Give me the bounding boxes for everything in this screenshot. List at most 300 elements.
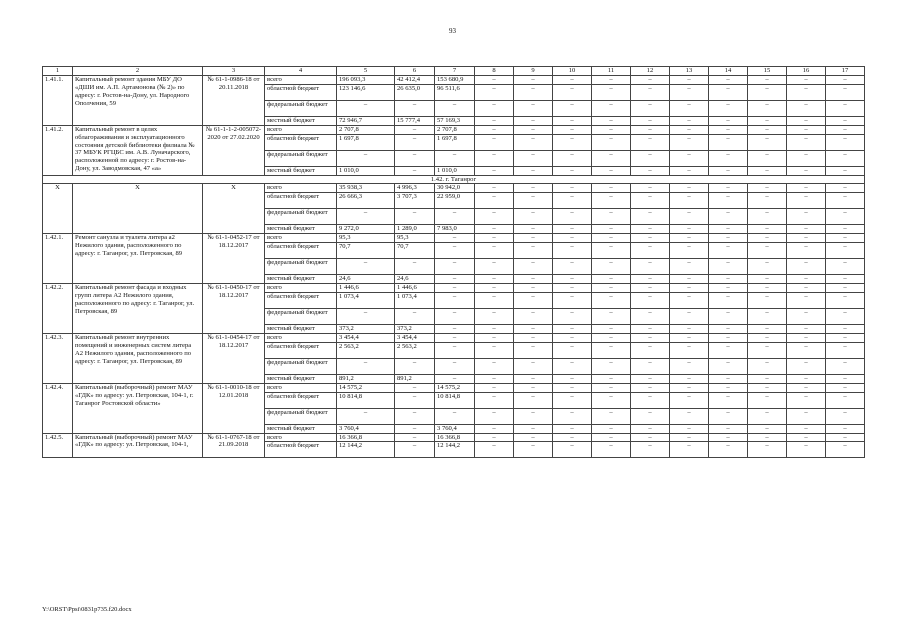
empty-col-15: –: [748, 333, 787, 342]
value-v6: –: [395, 358, 435, 374]
empty-col-10: –: [553, 442, 592, 458]
empty-col-15: –: [748, 284, 787, 293]
empty-col-11: –: [592, 333, 631, 342]
funding-source: всего: [265, 234, 337, 243]
empty-col-9: –: [514, 392, 553, 408]
empty-col-11: –: [592, 442, 631, 458]
empty-col-17: –: [826, 408, 865, 424]
empty-col-10: –: [553, 383, 592, 392]
empty-col-12: –: [631, 150, 670, 166]
item-number: 1.41.2.: [43, 125, 73, 175]
empty-col-8: –: [475, 284, 514, 293]
table-body: [43, 67, 865, 458]
empty-col-17: –: [826, 292, 865, 308]
empty-col-15: –: [748, 116, 787, 125]
funding-source: областной бюджет: [265, 342, 337, 358]
empty-col-13: –: [670, 100, 709, 116]
value-v6: 2 563,2: [395, 342, 435, 358]
value-v5: 72 946,7: [337, 116, 395, 125]
value-v6: –: [395, 433, 435, 442]
empty-col-12: –: [631, 275, 670, 284]
item-document: № 61-1-0452-17 от 18.12.2017: [203, 234, 265, 284]
empty-col-12: –: [631, 383, 670, 392]
empty-col-10: –: [553, 342, 592, 358]
empty-col-15: –: [748, 259, 787, 275]
empty-col-13: –: [670, 324, 709, 333]
empty-col-15: –: [748, 408, 787, 424]
value-v7: 7 983,0: [435, 225, 475, 234]
empty-col-15: –: [748, 100, 787, 116]
empty-col-15: –: [748, 225, 787, 234]
empty-col-16: –: [787, 442, 826, 458]
item-document: № 61-1-1-2-005072-2020 от 27.02.2020: [203, 125, 265, 175]
empty-col-14: –: [709, 75, 748, 84]
empty-col-10: –: [553, 166, 592, 175]
empty-col-9: –: [514, 166, 553, 175]
empty-col-9: –: [514, 259, 553, 275]
funding-source: всего: [265, 125, 337, 134]
empty-col-16: –: [787, 150, 826, 166]
empty-col-16: –: [787, 308, 826, 324]
empty-col-14: –: [709, 134, 748, 150]
value-v7: –: [435, 234, 475, 243]
empty-col-13: –: [670, 184, 709, 193]
empty-col-9: –: [514, 383, 553, 392]
empty-col-17: –: [826, 284, 865, 293]
empty-col-8: –: [475, 358, 514, 374]
header-col-12: 12: [631, 67, 670, 76]
empty-col-12: –: [631, 374, 670, 383]
empty-col-14: –: [709, 442, 748, 458]
item-description: Капитальный (выборочный) ремонт МАУ «ГДК» по адресу: ул. Петровская, 104-1,: [73, 433, 203, 458]
empty-col-13: –: [670, 284, 709, 293]
empty-col-15: –: [748, 275, 787, 284]
value-v5: 26 666,3: [337, 193, 395, 209]
header-col-17: 17: [826, 67, 865, 76]
empty-col-17: –: [826, 184, 865, 193]
item-document: № 61-1-0986-18 от 20.11.2018: [203, 75, 265, 125]
page-number: 93: [449, 27, 456, 35]
empty-col-16: –: [787, 116, 826, 125]
funding-source: областной бюджет: [265, 84, 337, 100]
header-col-15: 15: [748, 67, 787, 76]
empty-col-10: –: [553, 308, 592, 324]
value-v7: 14 575,2: [435, 383, 475, 392]
empty-col-11: –: [592, 243, 631, 259]
empty-col-14: –: [709, 259, 748, 275]
funding-source: всего: [265, 333, 337, 342]
funding-source: федеральный бюджет: [265, 408, 337, 424]
empty-col-8: –: [475, 259, 514, 275]
value-v6: –: [395, 125, 435, 134]
value-v5: 1 697,8: [337, 134, 395, 150]
empty-col-12: –: [631, 184, 670, 193]
empty-col-17: –: [826, 234, 865, 243]
empty-col-8: –: [475, 184, 514, 193]
empty-col-17: –: [826, 243, 865, 259]
empty-col-15: –: [748, 342, 787, 358]
empty-col-17: –: [826, 275, 865, 284]
empty-col-9: –: [514, 442, 553, 458]
empty-col-9: –: [514, 408, 553, 424]
empty-col-9: –: [514, 234, 553, 243]
item-number: 1.42.3.: [43, 333, 73, 383]
empty-col-16: –: [787, 134, 826, 150]
empty-col-15: –: [748, 166, 787, 175]
item-description: Капитальный ремонт здания МБУ ДО «ДШИ им. А.П. Артамонова (№ 2)» по адресу: г. Ростов-на-Дону, ул. Народного Ополчения, 59: [73, 75, 203, 125]
value-v6: –: [395, 134, 435, 150]
value-v5: 1 010,0: [337, 166, 395, 175]
empty-col-11: –: [592, 116, 631, 125]
value-v7: 16 366,8: [435, 433, 475, 442]
funding-source: областной бюджет: [265, 243, 337, 259]
value-v5: 10 814,8: [337, 392, 395, 408]
empty-col-16: –: [787, 275, 826, 284]
value-v5: –: [337, 259, 395, 275]
empty-col-16: –: [787, 225, 826, 234]
empty-col-9: –: [514, 374, 553, 383]
empty-col-15: –: [748, 125, 787, 134]
empty-col-11: –: [592, 342, 631, 358]
empty-col-10: –: [553, 374, 592, 383]
empty-col-13: –: [670, 374, 709, 383]
empty-col-14: –: [709, 392, 748, 408]
empty-col-13: –: [670, 116, 709, 125]
empty-col-14: –: [709, 374, 748, 383]
empty-col-17: –: [826, 308, 865, 324]
empty-col-16: –: [787, 234, 826, 243]
empty-col-12: –: [631, 342, 670, 358]
header-col-1: 1: [43, 67, 73, 76]
empty-col-15: –: [748, 209, 787, 225]
empty-col-13: –: [670, 243, 709, 259]
empty-col-15: –: [748, 433, 787, 442]
empty-col-16: –: [787, 84, 826, 100]
item-description: Капитальный ремонт внутренних помещений и инженерных систем литера А2 Нежилого здания, расположенного по адресу: г. Таганрог, ул. Петровская, 89: [73, 333, 203, 383]
empty-col-11: –: [592, 100, 631, 116]
value-v7: –: [435, 324, 475, 333]
empty-col-12: –: [631, 284, 670, 293]
empty-col-8: –: [475, 408, 514, 424]
empty-col-11: –: [592, 134, 631, 150]
empty-col-9: –: [514, 275, 553, 284]
empty-col-8: –: [475, 342, 514, 358]
value-v7: 2 707,8: [435, 125, 475, 134]
value-v6: 24,6: [395, 275, 435, 284]
empty-col-15: –: [748, 150, 787, 166]
item-document: № 61-1-0010-18 от 12.01.2018: [203, 383, 265, 433]
value-v5: 70,7: [337, 243, 395, 259]
empty-col-11: –: [592, 408, 631, 424]
empty-col-15: –: [748, 193, 787, 209]
empty-col-11: –: [592, 150, 631, 166]
empty-col-15: –: [748, 424, 787, 433]
empty-col-8: –: [475, 424, 514, 433]
table-row: [43, 184, 865, 193]
empty-col-9: –: [514, 308, 553, 324]
empty-col-17: –: [826, 150, 865, 166]
value-v5: 24,6: [337, 275, 395, 284]
header-col-2: 2: [73, 67, 203, 76]
value-v7: –: [435, 259, 475, 275]
empty-col-14: –: [709, 150, 748, 166]
empty-col-11: –: [592, 308, 631, 324]
funding-source: областной бюджет: [265, 193, 337, 209]
value-v7: 10 814,8: [435, 392, 475, 408]
empty-col-15: –: [748, 383, 787, 392]
empty-col-16: –: [787, 166, 826, 175]
empty-col-9: –: [514, 225, 553, 234]
value-v6: –: [395, 392, 435, 408]
empty-col-9: –: [514, 342, 553, 358]
funding-source: местный бюджет: [265, 166, 337, 175]
empty-col-10: –: [553, 275, 592, 284]
empty-col-8: –: [475, 324, 514, 333]
empty-col-14: –: [709, 184, 748, 193]
empty-col-17: –: [826, 125, 865, 134]
empty-col-13: –: [670, 134, 709, 150]
value-v6: –: [395, 166, 435, 175]
empty-col-13: –: [670, 193, 709, 209]
value-v6: –: [395, 308, 435, 324]
value-v5: –: [337, 209, 395, 225]
empty-col-12: –: [631, 243, 670, 259]
empty-col-9: –: [514, 243, 553, 259]
empty-col-13: –: [670, 424, 709, 433]
empty-col-15: –: [748, 184, 787, 193]
value-v5: 3 760,4: [337, 424, 395, 433]
empty-col-13: –: [670, 84, 709, 100]
empty-col-8: –: [475, 442, 514, 458]
empty-col-11: –: [592, 275, 631, 284]
empty-col-10: –: [553, 358, 592, 374]
funding-source: местный бюджет: [265, 275, 337, 284]
funding-source: федеральный бюджет: [265, 358, 337, 374]
empty-col-11: –: [592, 292, 631, 308]
empty-col-14: –: [709, 433, 748, 442]
empty-col-13: –: [670, 292, 709, 308]
value-v7: –: [435, 374, 475, 383]
value-v5: 2 707,8: [337, 125, 395, 134]
empty-col-13: –: [670, 333, 709, 342]
item-document: № 61-1-0767-18 от 21.09.2018: [203, 433, 265, 458]
value-v5: 1 446,6: [337, 284, 395, 293]
value-v7: 22 959,0: [435, 193, 475, 209]
empty-col-16: –: [787, 209, 826, 225]
empty-col-16: –: [787, 259, 826, 275]
header-col-6: 6: [395, 67, 435, 76]
funding-source: федеральный бюджет: [265, 259, 337, 275]
empty-col-17: –: [826, 166, 865, 175]
empty-col-13: –: [670, 442, 709, 458]
value-v5: 891,2: [337, 374, 395, 383]
empty-col-11: –: [592, 166, 631, 175]
empty-col-9: –: [514, 100, 553, 116]
empty-col-9: –: [514, 116, 553, 125]
empty-col-17: –: [826, 374, 865, 383]
empty-col-9: –: [514, 292, 553, 308]
empty-col-11: –: [592, 84, 631, 100]
empty-col-8: –: [475, 308, 514, 324]
empty-col-15: –: [748, 358, 787, 374]
empty-col-10: –: [553, 234, 592, 243]
item-document: № 61-1-0454-17 от 18.12.2017: [203, 333, 265, 383]
value-v7: –: [435, 342, 475, 358]
header-col-7: 7: [435, 67, 475, 76]
value-v5: 123 146,6: [337, 84, 395, 100]
value-v5: 1 073,4: [337, 292, 395, 308]
value-v7: 12 144,2: [435, 442, 475, 458]
empty-col-14: –: [709, 324, 748, 333]
empty-col-8: –: [475, 225, 514, 234]
empty-col-17: –: [826, 442, 865, 458]
empty-col-11: –: [592, 193, 631, 209]
value-v5: 2 563,2: [337, 342, 395, 358]
empty-col-8: –: [475, 116, 514, 125]
empty-col-8: –: [475, 383, 514, 392]
empty-col-16: –: [787, 342, 826, 358]
value-v7: –: [435, 209, 475, 225]
value-v6: 42 412,4: [395, 75, 435, 84]
empty-col-13: –: [670, 433, 709, 442]
header-col-13: 13: [670, 67, 709, 76]
value-v7: –: [435, 284, 475, 293]
table-row: [43, 383, 865, 392]
empty-col-10: –: [553, 225, 592, 234]
empty-col-13: –: [670, 392, 709, 408]
empty-col-13: –: [670, 225, 709, 234]
value-v6: –: [395, 150, 435, 166]
empty-col-17: –: [826, 75, 865, 84]
empty-col-10: –: [553, 116, 592, 125]
empty-col-9: –: [514, 324, 553, 333]
empty-col-15: –: [748, 75, 787, 84]
value-v7: 96 511,6: [435, 84, 475, 100]
value-v5: 14 575,2: [337, 383, 395, 392]
empty-col-17: –: [826, 116, 865, 125]
empty-col-14: –: [709, 116, 748, 125]
table-row: [43, 234, 865, 243]
value-v6: –: [395, 209, 435, 225]
funding-source: всего: [265, 284, 337, 293]
funding-source: областной бюджет: [265, 134, 337, 150]
empty-col-16: –: [787, 184, 826, 193]
funding-source: федеральный бюджет: [265, 100, 337, 116]
empty-col-8: –: [475, 275, 514, 284]
empty-col-10: –: [553, 150, 592, 166]
value-v5: 12 144,2: [337, 442, 395, 458]
value-v6: –: [395, 259, 435, 275]
empty-col-12: –: [631, 134, 670, 150]
value-v7: 30 942,0: [435, 184, 475, 193]
empty-col-16: –: [787, 193, 826, 209]
empty-col-9: –: [514, 284, 553, 293]
funding-source: областной бюджет: [265, 442, 337, 458]
footer-path: Y:\ORST\Ppsi\0831p735.f20.docx: [42, 606, 132, 613]
item-document: № 61-1-0450-17 от 18.12.2017: [203, 284, 265, 334]
empty-col-14: –: [709, 243, 748, 259]
budget-table: [42, 66, 865, 458]
value-v7: –: [435, 100, 475, 116]
empty-col-12: –: [631, 292, 670, 308]
empty-col-12: –: [631, 324, 670, 333]
value-v6: 1 073,4: [395, 292, 435, 308]
funding-source: федеральный бюджет: [265, 308, 337, 324]
empty-col-9: –: [514, 125, 553, 134]
empty-col-16: –: [787, 125, 826, 134]
empty-col-11: –: [592, 209, 631, 225]
empty-col-8: –: [475, 100, 514, 116]
empty-col-14: –: [709, 100, 748, 116]
empty-col-15: –: [748, 134, 787, 150]
empty-col-16: –: [787, 392, 826, 408]
header-col-5: 5: [337, 67, 395, 76]
empty-col-8: –: [475, 166, 514, 175]
empty-col-15: –: [748, 308, 787, 324]
empty-col-11: –: [592, 125, 631, 134]
funding-source: федеральный бюджет: [265, 209, 337, 225]
empty-col-11: –: [592, 184, 631, 193]
empty-col-10: –: [553, 184, 592, 193]
value-v5: –: [337, 358, 395, 374]
empty-col-10: –: [553, 259, 592, 275]
empty-col-10: –: [553, 134, 592, 150]
empty-col-15: –: [748, 234, 787, 243]
empty-col-11: –: [592, 284, 631, 293]
empty-col-13: –: [670, 259, 709, 275]
empty-col-13: –: [670, 383, 709, 392]
empty-col-9: –: [514, 333, 553, 342]
value-v6: 3 707,3: [395, 193, 435, 209]
value-v5: 196 093,3: [337, 75, 395, 84]
header-col-10: 10: [553, 67, 592, 76]
empty-col-16: –: [787, 324, 826, 333]
item-number: 1.42.2.: [43, 284, 73, 334]
empty-col-16: –: [787, 433, 826, 442]
empty-col-10: –: [553, 284, 592, 293]
value-v6: –: [395, 424, 435, 433]
funding-source: местный бюджет: [265, 374, 337, 383]
item-description: Капитальный ремонт в целях облагораживания и эксплуатационного состояния детской библиотеки филиала № 37 МБУК РГЦБС им. А.В. Луначарского, расположенной по адресу: г. Ростов-на-Дону, ул. Заводмовская, 47 «а»: [73, 125, 203, 175]
empty-col-11: –: [592, 324, 631, 333]
empty-col-8: –: [475, 243, 514, 259]
value-v5: 3 454,4: [337, 333, 395, 342]
empty-col-10: –: [553, 408, 592, 424]
empty-col-14: –: [709, 308, 748, 324]
empty-col-12: –: [631, 116, 670, 125]
empty-col-11: –: [592, 225, 631, 234]
empty-col-11: –: [592, 234, 631, 243]
empty-col-13: –: [670, 358, 709, 374]
empty-col-13: –: [670, 275, 709, 284]
item-number: Х: [43, 184, 73, 234]
empty-col-16: –: [787, 408, 826, 424]
value-v5: –: [337, 100, 395, 116]
empty-col-11: –: [592, 424, 631, 433]
empty-col-17: –: [826, 100, 865, 116]
value-v7: 3 760,4: [435, 424, 475, 433]
empty-col-12: –: [631, 433, 670, 442]
empty-col-11: –: [592, 358, 631, 374]
empty-col-8: –: [475, 374, 514, 383]
empty-col-14: –: [709, 342, 748, 358]
empty-col-17: –: [826, 225, 865, 234]
empty-col-17: –: [826, 358, 865, 374]
item-description: Ремонт санузла и туалета литера а2 Нежилого здания, расположенного по адресу: г. Таганрог, ул. Петровская, 89: [73, 234, 203, 284]
empty-col-10: –: [553, 209, 592, 225]
empty-col-15: –: [748, 374, 787, 383]
empty-col-14: –: [709, 383, 748, 392]
